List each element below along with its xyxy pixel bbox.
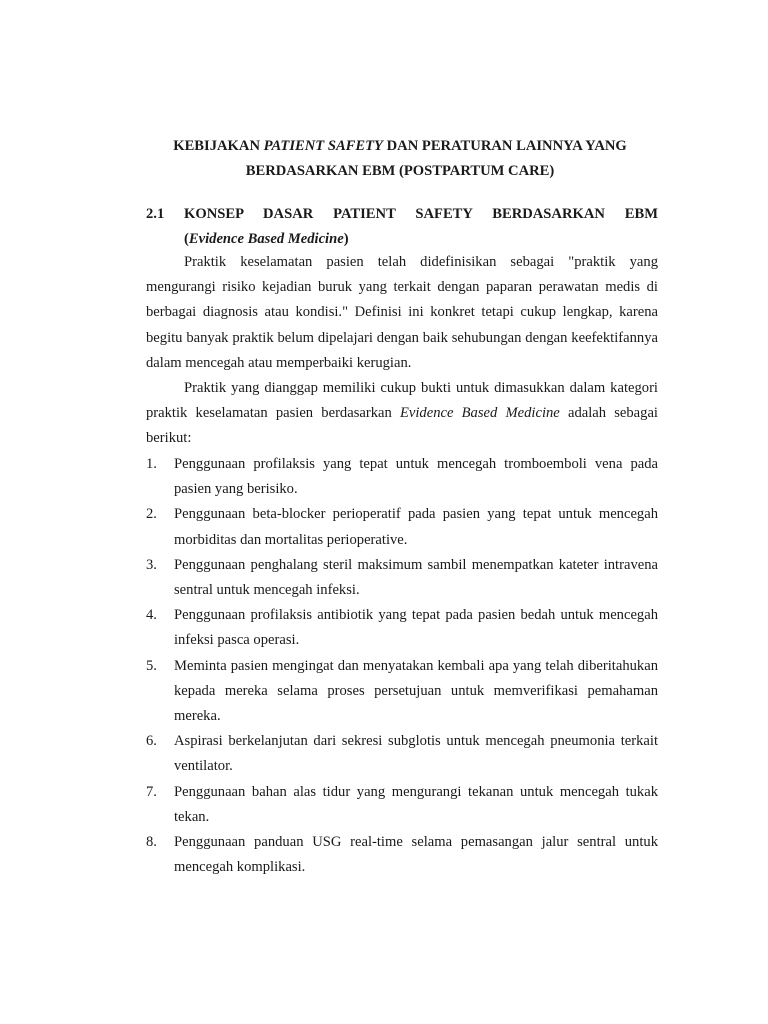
paragraph-2 bbox=[146, 376, 658, 452]
list-item bbox=[146, 654, 658, 730]
list-item bbox=[146, 452, 658, 502]
list-item-text: Penggunaan panduan USG real-time selama pemasangan jalur sentral untuk mencegah komplikasi. bbox=[174, 834, 658, 876]
paragraph-2-italic: Evidence Based Medicine bbox=[399, 405, 560, 422]
list-item bbox=[146, 553, 658, 603]
list-item bbox=[146, 502, 658, 552]
list-item-text: Meminta pasien mengingat dan menyatakan kembali apa yang telah diberitahukan kepada mereka selama proses persetujuan untuk memverifikasi pemahaman mereka. bbox=[174, 657, 658, 725]
paragraph-1: Praktik keselamatan pasien telah didefinisikan sebagai "praktik yang mengurangi risiko kejadian buruk yang terkait dengan paparan perawatan medis di berbagai diagnosis atau kondisi." Definisi ini konkret tetapi cukup lengkap, karena begitu banyak praktik belum dipelajari dengan baik sehubungan dengan keefektifannya dalam mencegah atau memperbaiki kerugian. bbox=[146, 254, 658, 371]
section-heading-line-2 bbox=[184, 227, 658, 252]
title-line-2: BERDASARKAN EBM (POSTPARTUM CARE) bbox=[245, 163, 555, 179]
list-item-text: Penggunaan profilaksis yang tepat untuk mencegah tromboemboli vena pada pasien yang berisiko. bbox=[174, 456, 658, 498]
list-item-number: 4. bbox=[146, 607, 157, 624]
list-item-text: Penggunaan beta-blocker perioperatif pada pasien yang tepat untuk mencegah morbiditas dan mortalitas perioperative. bbox=[174, 506, 658, 548]
title-line-1 bbox=[140, 134, 660, 159]
heading-paren-open: ( bbox=[184, 231, 189, 247]
title-text-b: DAN PERATURAN LAINNYA YANG bbox=[382, 138, 627, 154]
list-item-text: Penggunaan bahan alas tidur yang mengurangi tekanan untuk mencegah tukak tekan. bbox=[174, 783, 658, 825]
paragraph-2-text-b: adalah sebagai berikut: bbox=[146, 405, 658, 447]
practice-list bbox=[146, 452, 658, 880]
list-item-text: Aspirasi berkelanjutan dari sekresi subglotis untuk mencegah pneumonia terkait ventilator. bbox=[174, 733, 658, 775]
list-item-number: 8. bbox=[146, 834, 157, 851]
list-item-number: 3. bbox=[146, 556, 157, 573]
title-text-a: KEBIJAKAN bbox=[173, 138, 264, 154]
title-text-italic: PATIENT SAFETY bbox=[263, 138, 383, 154]
heading-italic-text: Evidence Based Medicine bbox=[188, 231, 344, 247]
list-item bbox=[146, 603, 658, 653]
list-item bbox=[146, 729, 658, 779]
heading-paren-close: ) bbox=[343, 231, 349, 247]
section-number: 2.1 bbox=[146, 206, 165, 222]
list-item-number: 2. bbox=[146, 506, 157, 523]
list-item-number: 5. bbox=[146, 657, 157, 674]
list-item-number: 7. bbox=[146, 783, 157, 800]
list-item-number: 6. bbox=[146, 733, 157, 750]
list-item-number: 1. bbox=[146, 456, 157, 472]
page-title bbox=[140, 134, 660, 184]
list-item bbox=[146, 780, 658, 830]
list-item bbox=[146, 830, 658, 880]
list-item-text: Penggunaan profilaksis antibiotik yang tepat pada pasien bedah untuk mencegah infeksi pasca operasi. bbox=[174, 607, 658, 649]
paragraph-2-text-a: Praktik yang dianggap memiliki cukup bukti untuk dimasukkan dalam kategori praktik keselamatan pasien berdasarkan bbox=[146, 380, 658, 422]
list-item-text: Penggunaan penghalang steril maksimum sambil menempatkan kateter intravena sentral untuk mencegah infeksi. bbox=[174, 556, 658, 599]
section-heading-line-1: KONSEP DASAR PATIENT SAFETY BERDASARKAN EBM bbox=[184, 206, 658, 222]
